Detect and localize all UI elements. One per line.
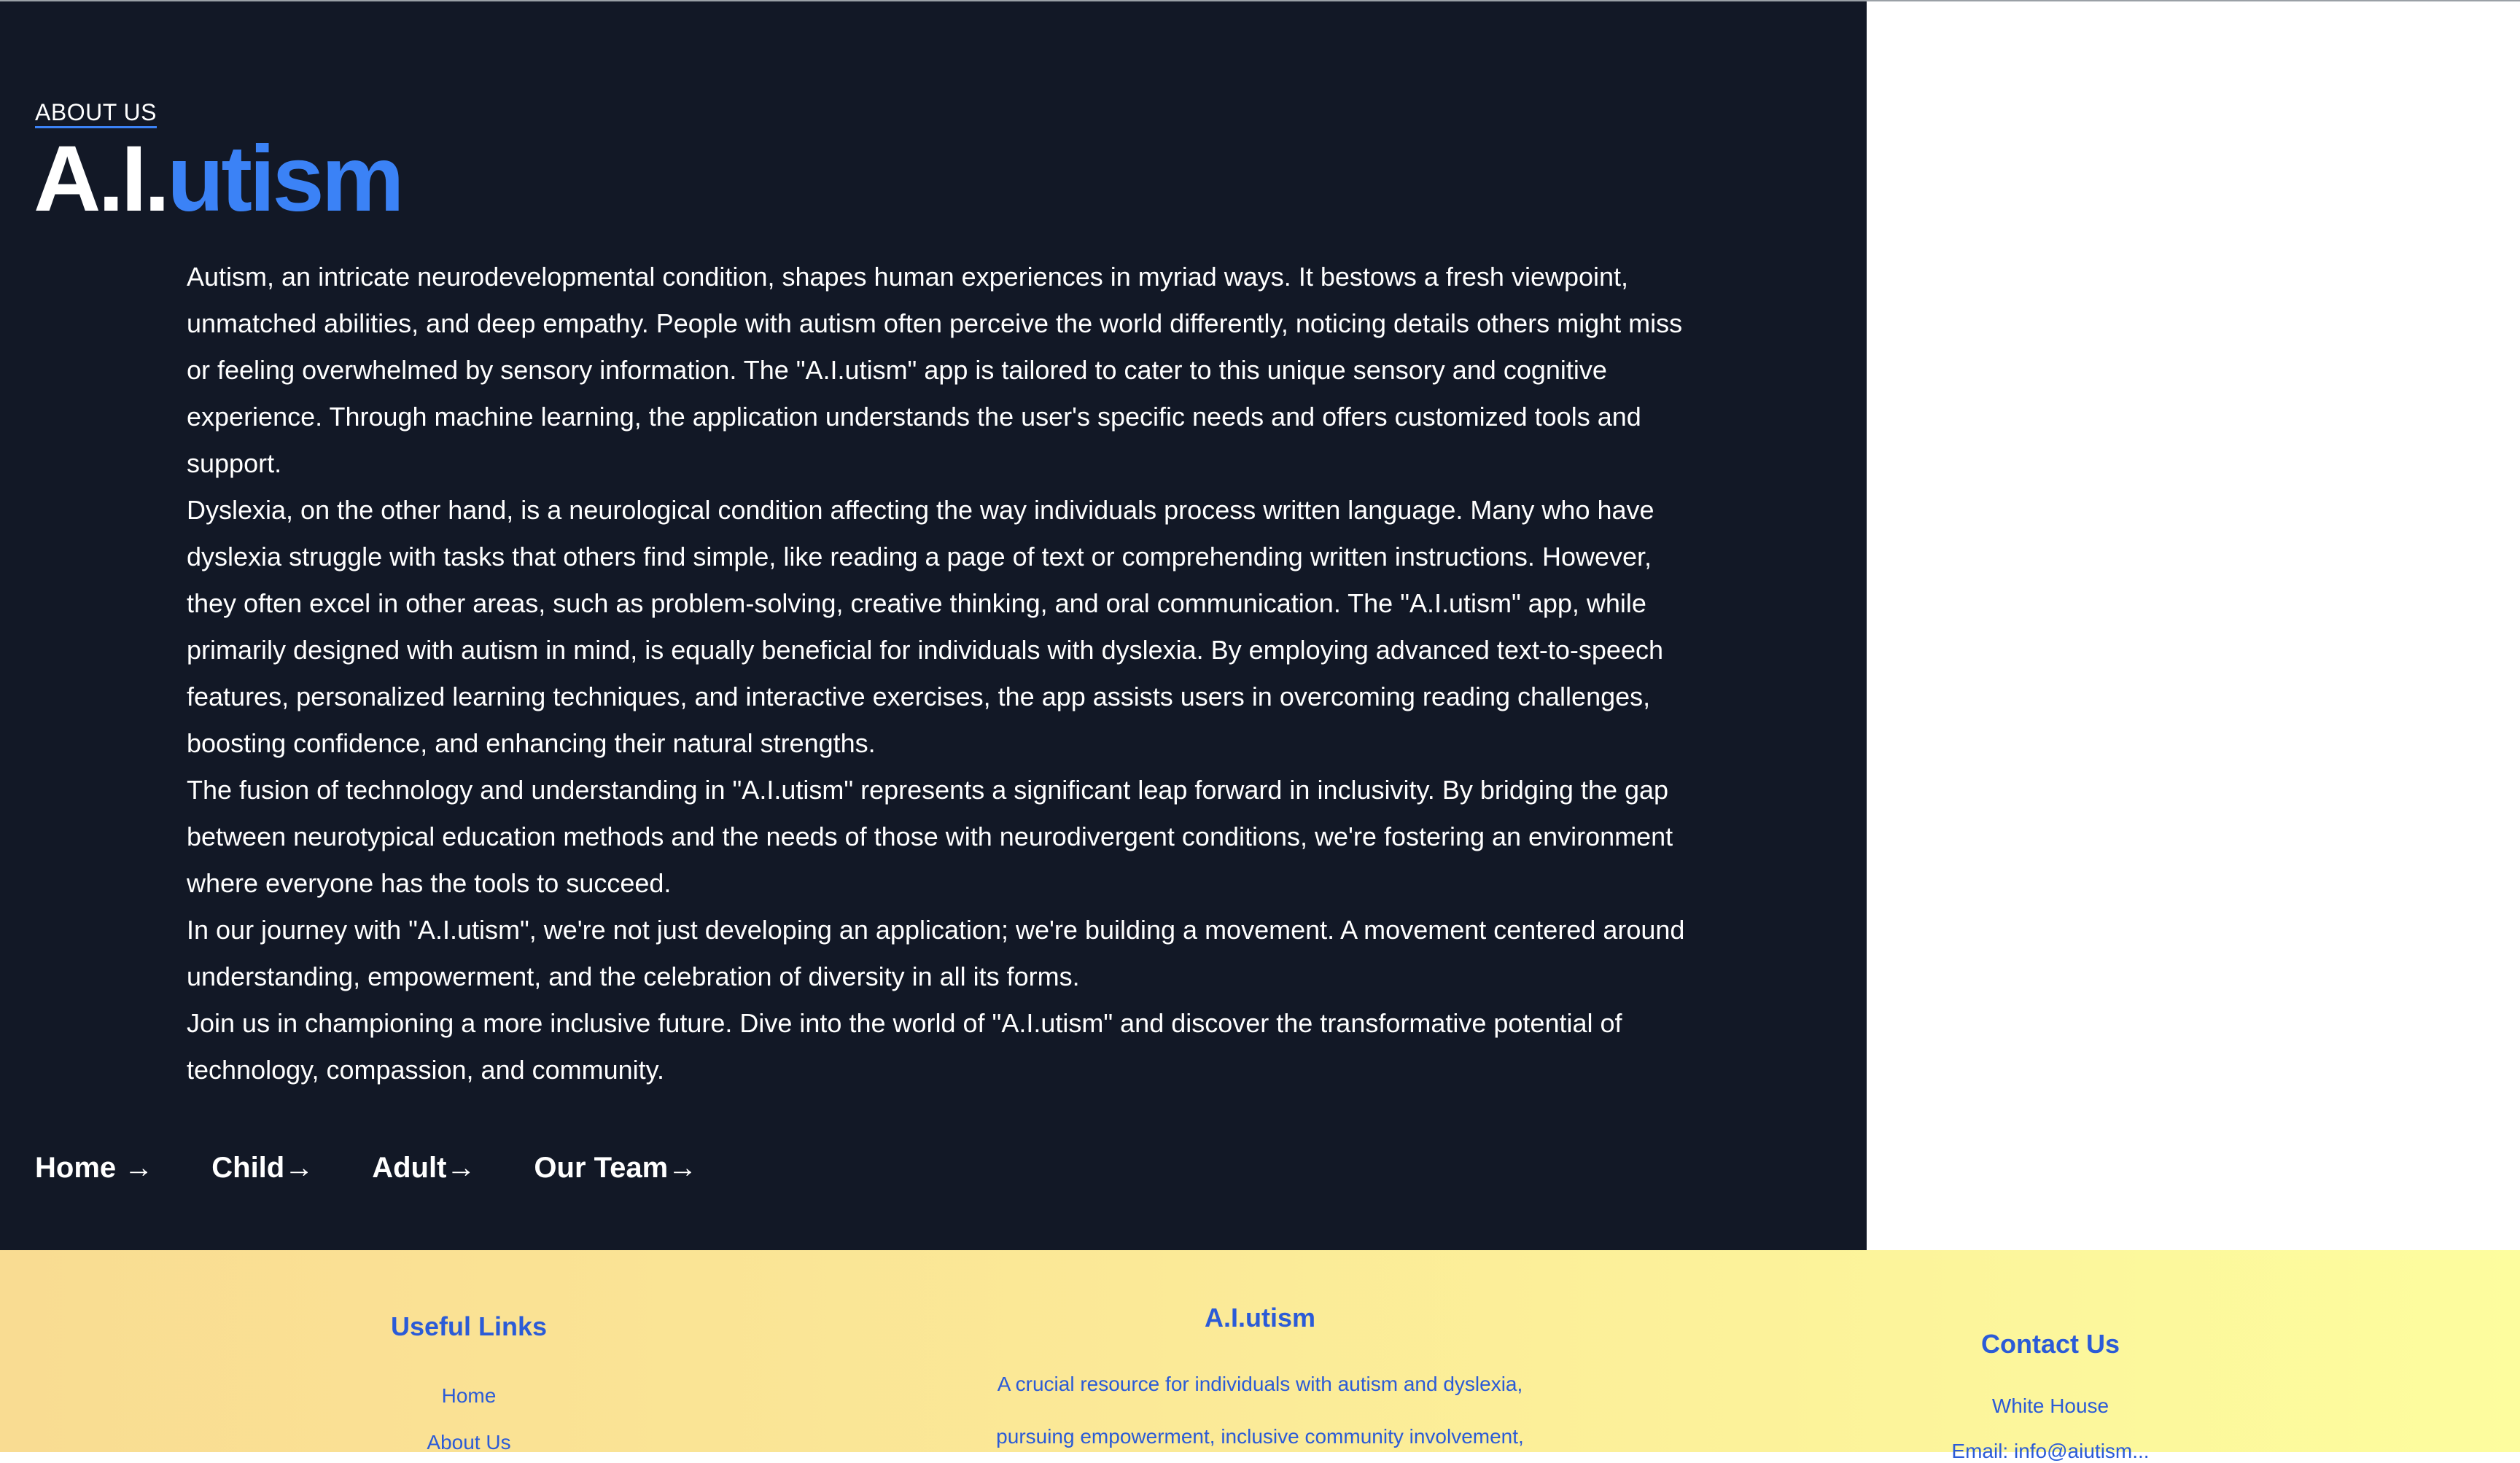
footer-contact — [1905, 1329, 2196, 1462]
paragraph-join-us: Join us in championing a more inclusive future. Dive into the world of "A.I.utism" and discover the transformative potential of technology, compassion, and community. — [187, 1008, 1622, 1085]
paragraph-journey: In our journey with "A.I.utism", we're not just developing an application; we're building a movement. A movement centered around understanding, empowerment, and the celebration of diversity in all its forms. — [187, 915, 1685, 991]
bottom-nav — [35, 1152, 697, 1185]
brand-title-part-b: utism — [167, 127, 402, 231]
nav-adult-link[interactable]: Adult→ — [372, 1152, 476, 1184]
paragraph-dyslexia: Dyslexia, on the other hand, is a neurological condition affecting the way individuals process written language. Many who have dyslexia struggle with tasks that others find simple, like reading a page of text or comprehending written instructions. However, they often excel in other areas, such as problem-solving, creative thinking, and oral communication. The "A.I.utism" app, while primarily designed with autism in mind, is equally beneficial for individuals with dyslexia. By employing advanced text-to-speech features, personalized learning techniques, and interactive exercises, the app assists users in overcoming reading challenges, boosting confidence, and enhancing their natural strengths. — [187, 495, 1663, 758]
footer — [0, 1250, 2520, 1462]
about-section — [0, 1, 1867, 1250]
brand-title-part-a: A.I. — [34, 127, 168, 231]
about-us-label[interactable]: ABOUT US — [35, 99, 157, 125]
footer-useful-links — [323, 1311, 615, 1454]
footer-brand-line-2: pursuing empowerment, inclusive community involvement, — [996, 1425, 1524, 1448]
footer-brand — [895, 1303, 1625, 1448]
contact-us-title: Contact Us — [1980, 1329, 2120, 1359]
footer-brand-title: A.I.utism — [1204, 1303, 1315, 1333]
footer-home-link[interactable]: Home — [441, 1384, 497, 1407]
paragraph-autism: Autism, an intricate neurodevelopmental condition, shapes human experiences in myriad ways. It bestows a fresh viewpoint, unmatched abilities, and deep empathy. People with autism often perceive the world differently, noticing details others might miss or feeling overwhelmed by sensory information. The "A.I.utism" app is tailored to cater to this unique sensory and cognitive experience. Through machine learning, the application understands the user's specific needs and offers customized tools and support. — [187, 262, 1683, 478]
useful-links-title: Useful Links — [390, 1311, 548, 1341]
brand-title — [34, 125, 402, 233]
contact-address: White House — [1991, 1394, 2109, 1417]
about-body — [187, 254, 1689, 1093]
nav-child-link[interactable]: Child→ — [211, 1152, 314, 1184]
footer-brand-line-1: A crucial resource for individuals with autism and dyslexia, — [997, 1373, 1523, 1395]
contact-email-link[interactable]: Email: info@aiutism... — [1951, 1440, 2150, 1462]
nav-home-link[interactable]: Home → — [35, 1152, 154, 1184]
nav-our-team-link[interactable]: Our Team→ — [534, 1152, 698, 1184]
footer-about-us-link[interactable]: About Us — [427, 1431, 511, 1454]
paragraph-fusion: The fusion of technology and understanding in "A.I.utism" represents a significant leap forward in inclusivity. By bridging the gap between neurotypical education methods and the needs of those with neurodivergent conditions, we're fostering an environment where everyone has the tools to succeed. — [187, 775, 1673, 898]
